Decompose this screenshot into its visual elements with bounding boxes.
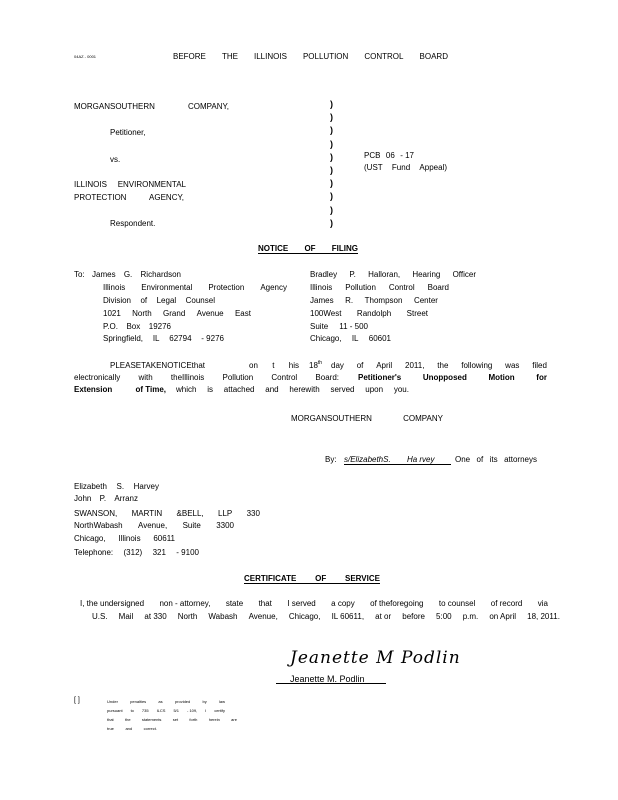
respondent-name-line1: ILLINOIS ENVIRONMENTAL [74,180,186,189]
company-signature-name: MORGANSOUTHERN COMPANY [291,414,443,423]
certificate-text-line2: U.S. Mail at 330 North Wabash Avenue, Chicago, IL 60611, at or before 5:00 p.m. on April 18, 2011. [92,612,560,621]
petitioner-name: MORGANSOUTHERN COMPANY, [74,102,229,111]
firm-line: Chicago, Illinois 60611 [74,534,175,543]
addressee-left-line: P.O. Box 19276 [103,322,171,331]
attorney-name: John P. Arranz [74,494,138,503]
certificate-text-line1: I, the undersigned non - attorney, state that I served a copy of theforegoing to counsel of record via [80,599,548,608]
footnote-line: that the statements set forth herein are [107,717,237,722]
board-title: BEFORE THE ILLINOIS POLLUTION CONTROL BOARD [173,52,448,61]
doc-code: 04AZ - 0001 [74,54,97,59]
addressee-left-line: Springfield, IL 62794 - 9276 [103,334,224,343]
by-label: By: [325,455,337,464]
notice-body-words: on t his [249,361,299,370]
addressee-left-line: James G. Richardson [92,270,181,279]
footnote-line: Under penalties as provided by law [107,699,225,704]
notice-of-filing-title: NOTICE OF FILING [258,244,358,253]
notice-day: 18th [309,360,323,370]
notice-body-line2: electronically with theIllinois Pollution Control Board: [74,373,339,382]
attorney-name: Elizabeth S. Harvey [74,482,159,491]
addressee-right-line: James R. Thompson Center [310,296,438,305]
footnote-mark: [ ] [74,697,80,704]
petitioner-label: Petitioner, [110,128,146,137]
addressee-right-line: 100West Randolph Street [310,309,428,318]
addressee-right-line: Illinois Pollution Control Board [310,283,449,292]
notice-body-line3: which is attached and herewith served upon you. [176,385,409,394]
handwritten-signature: Jeanette M Podlin [290,648,461,668]
notice-body-lead: PLEASETAKENOTICEthat [110,361,205,370]
addressee-left-line: Division of Legal Counsel [103,296,215,305]
motion-title-part1: Petitioner's Unopposed Motion for [358,373,547,382]
firm-line: NorthWabash Avenue, Suite 3300 [74,521,234,530]
case-number: PCB 06 - 17 [364,151,414,160]
footnote-line: pursuant to 735 ILCS 5/1 - 109, I certify [107,708,225,713]
firm-line: SWANSON, MARTIN &BELL, LLP 330 [74,509,260,518]
to-label: To: [74,270,85,279]
addressee-left-line: Illinois Environmental Protection Agency [103,283,287,292]
motion-title-part2: Extension of Time, [74,385,166,394]
electronic-signature: s/ElizabethS. Ha rvey [344,455,451,465]
footnote-line: true and correct. [107,726,157,731]
signer-printed-name: Jeanette M. Podlin [290,674,365,684]
case-type: (UST Fund Appeal) [364,163,447,172]
firm-telephone: Telephone: (312) 321 - 9100 [74,548,199,557]
addressee-right-line: Chicago, IL 60601 [310,334,391,343]
respondent-name-line2: PROTECTION AGENCY, [74,193,184,202]
respondent-label: Respondent. [110,219,156,228]
addressee-left-line: 1021 North Grand Avenue East [103,309,251,318]
addressee-right-line: Suite 11 - 500 [310,322,368,331]
notice-body-words: day of April 2011, the following was filed [331,361,547,370]
attorney-role: One of its attorneys [455,455,537,464]
versus-label: vs. [110,155,121,164]
caption-brace-column: ) ) ) ) ) ) ) ) ) ) [330,99,333,228]
certificate-of-service-title: CERTIFICATE OF SERVICE [244,574,380,583]
addressee-right-line: Bradley P. Halloran, Hearing Officer [310,270,476,279]
